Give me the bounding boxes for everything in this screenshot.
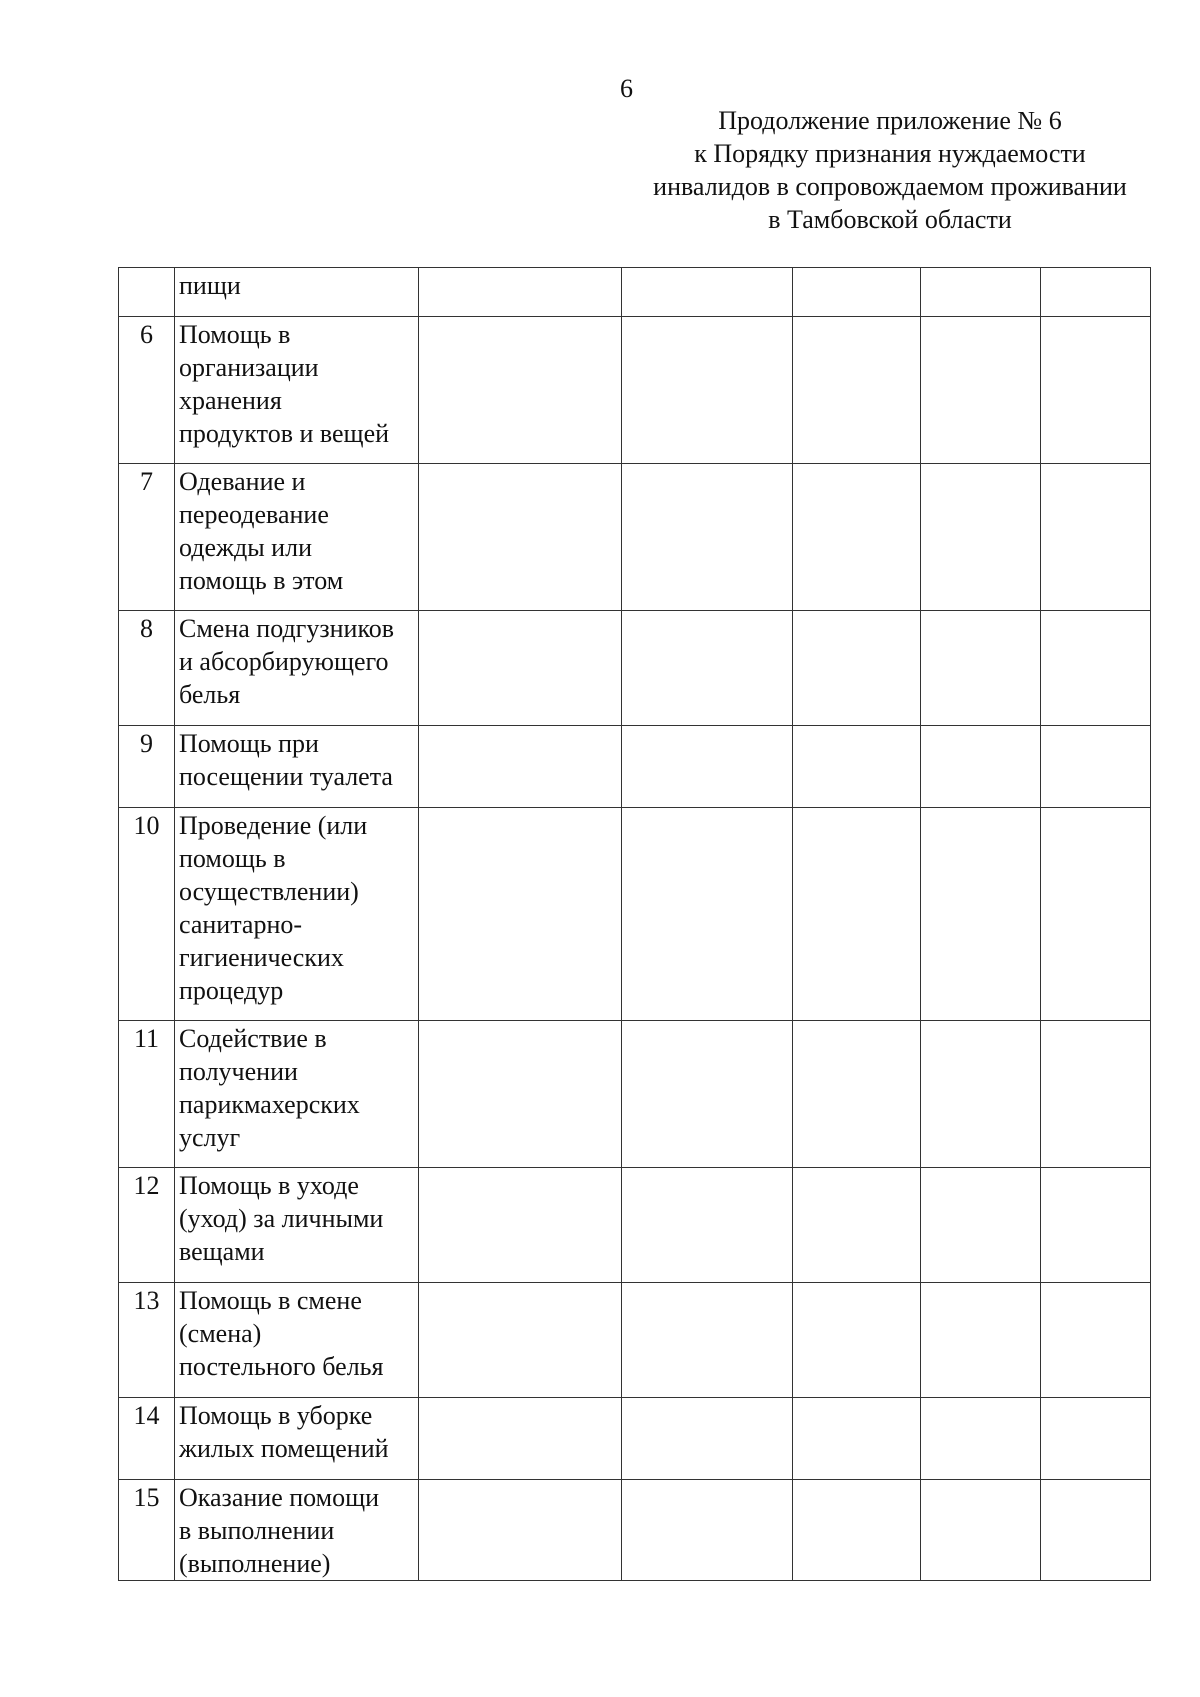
header-line: инвалидов в сопровождаемом проживании — [653, 172, 1127, 201]
appendix-header — [620, 104, 1160, 236]
table-cell — [921, 1398, 1041, 1480]
page-number: 6 — [620, 74, 633, 103]
table-cell — [793, 1283, 921, 1398]
table-cell — [921, 268, 1041, 317]
table-cell — [622, 1480, 793, 1581]
table-cell — [1041, 611, 1151, 726]
table-cell — [921, 317, 1041, 464]
row-number: 14 — [119, 1398, 175, 1480]
row-number: 8 — [119, 611, 175, 726]
table-row — [119, 1021, 1151, 1168]
row-number: 13 — [119, 1283, 175, 1398]
table-row — [119, 268, 1151, 317]
table-cell — [1041, 268, 1151, 317]
table-cell — [419, 317, 622, 464]
table-cell — [793, 1398, 921, 1480]
header-line: в Тамбовской области — [768, 205, 1012, 234]
table-cell — [622, 726, 793, 808]
table-row — [119, 317, 1151, 464]
row-number: 7 — [119, 464, 175, 611]
row-number: 10 — [119, 808, 175, 1021]
table-cell — [793, 1021, 921, 1168]
table-cell — [622, 1398, 793, 1480]
table-cell — [793, 317, 921, 464]
table-row — [119, 464, 1151, 611]
table-cell — [793, 726, 921, 808]
table-cell — [921, 1168, 1041, 1283]
table-cell — [419, 1283, 622, 1398]
table-cell — [1041, 317, 1151, 464]
table-cell — [793, 464, 921, 611]
table-cell — [1041, 1480, 1151, 1581]
table-cell — [419, 1398, 622, 1480]
table-cell — [419, 1021, 622, 1168]
table-cell — [793, 611, 921, 726]
service-name: Помощь в уходе (уход) за личными вещами — [175, 1168, 419, 1283]
row-number: 11 — [119, 1021, 175, 1168]
service-name: Одевание и переодевание одежды или помощь в этом — [175, 464, 419, 611]
row-number: 6 — [119, 317, 175, 464]
table-cell — [793, 1168, 921, 1283]
table-cell — [921, 1021, 1041, 1168]
table-cell — [622, 1168, 793, 1283]
table-cell — [921, 726, 1041, 808]
service-name: Содействие в получении парикмахерских услуг — [175, 1021, 419, 1168]
services-table — [118, 267, 1151, 1581]
service-name: Оказание помощи в выполнении (выполнение) — [175, 1480, 419, 1581]
table-cell — [622, 1283, 793, 1398]
table-cell — [921, 808, 1041, 1021]
table-cell — [622, 268, 793, 317]
table-body — [119, 268, 1151, 1581]
table-cell — [1041, 1398, 1151, 1480]
row-number: 9 — [119, 726, 175, 808]
table-cell — [921, 1283, 1041, 1398]
table-cell — [793, 808, 921, 1021]
service-name: Помощь в организации хранения продуктов и вещей — [175, 317, 419, 464]
table-cell — [419, 1168, 622, 1283]
table-cell — [1041, 464, 1151, 611]
table-cell — [419, 268, 622, 317]
table-row — [119, 1398, 1151, 1480]
table-row — [119, 1480, 1151, 1581]
table-cell — [921, 464, 1041, 611]
table-row — [119, 1283, 1151, 1398]
table-cell — [921, 611, 1041, 726]
table-row — [119, 808, 1151, 1021]
table-cell — [1041, 726, 1151, 808]
table-row — [119, 611, 1151, 726]
table-cell — [622, 808, 793, 1021]
service-name: Помощь при посещении туалета — [175, 726, 419, 808]
table-cell — [1041, 1283, 1151, 1398]
table-cell — [921, 1480, 1041, 1581]
table-row — [119, 726, 1151, 808]
table-cell — [419, 464, 622, 611]
table-cell — [419, 726, 622, 808]
table-row — [119, 1168, 1151, 1283]
table-cell — [622, 317, 793, 464]
table-cell — [419, 808, 622, 1021]
service-name: Проведение (или помощь в осуществлении) санитарно- гигиенических процедур — [175, 808, 419, 1021]
table-cell — [1041, 1168, 1151, 1283]
row-number — [119, 268, 175, 317]
table-cell — [622, 611, 793, 726]
table-cell — [1041, 1021, 1151, 1168]
table-cell — [793, 1480, 921, 1581]
row-number: 15 — [119, 1480, 175, 1581]
table-cell — [622, 464, 793, 611]
service-name: Помощь в смене (смена) постельного белья — [175, 1283, 419, 1398]
table-cell — [622, 1021, 793, 1168]
table-cell — [793, 268, 921, 317]
service-name: Смена подгузников и абсорбирующего белья — [175, 611, 419, 726]
table-cell — [419, 611, 622, 726]
header-line: Продолжение приложение № 6 — [718, 106, 1062, 135]
header-line: к Порядку признания нуждаемости — [694, 139, 1086, 168]
service-name: Помощь в уборке жилых помещений — [175, 1398, 419, 1480]
table-cell — [1041, 808, 1151, 1021]
table-cell — [419, 1480, 622, 1581]
service-name: пищи — [175, 268, 419, 317]
row-number: 12 — [119, 1168, 175, 1283]
